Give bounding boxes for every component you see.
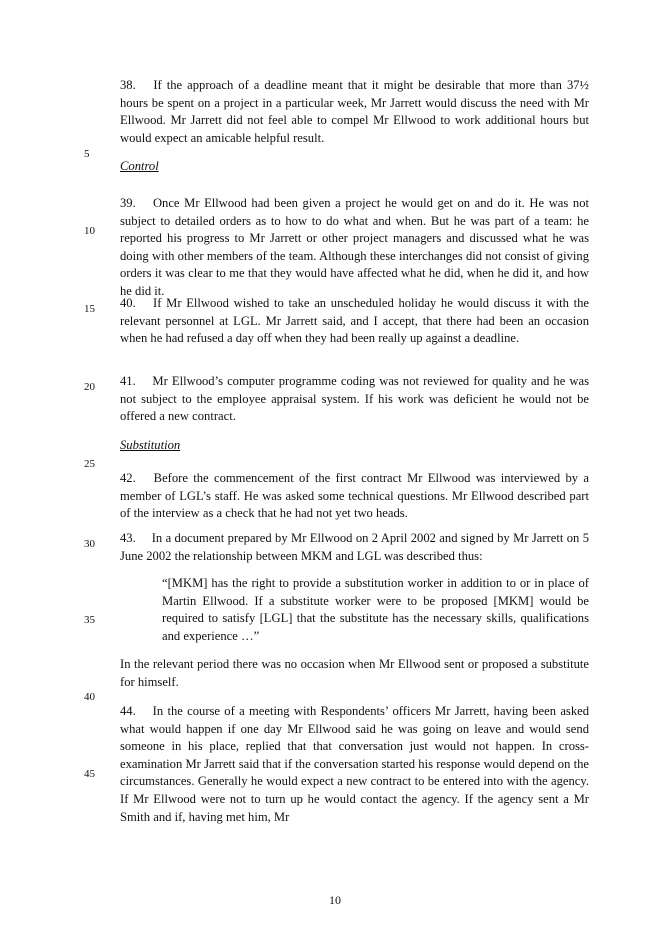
line-number: 25 [84,458,95,470]
line-number: 40 [84,691,95,703]
line-number: 15 [84,303,95,315]
paragraph-43: 43. In a document prepared by Mr Ellwood on 2 April 2002 and signed by Mr Jarrett on 5 June 2002 the relationship between MKM and LGL was described thus: [120,531,589,563]
line-number: 10 [84,225,95,237]
section-heading-substitution: Substitution [120,438,181,452]
line-number: 20 [84,381,95,393]
paragraph-44: 44. In the course of a meeting with Respondents’ officers Mr Jarrett, having been asked what would happen if one day Mr Ellwood said he was going on leave and would send someone in his place, replied that that conversation just would not happen. In cross-examination Mr Jarrett said that if the conversation started his response would depend on the circumstances. Generally he would expect a new contract to be entered into with the agency. If Mr Ellwood were not to turn up he would contact the agency. If the agency sent a Mr Smith and if, having met him, Mr [120,704,589,824]
line-number: 30 [84,538,95,550]
page-number: 10 [329,893,341,907]
paragraph-38: 38. If the approach of a deadline meant that it might be desirable that more than 37½ hours be spent on a project in a particular week, Mr Jarrett would discuss the need with Mr Ellwood. Mr Jarrett did not feel able to compel Mr Ellwood to work additional hours but would expect an amicable helpful result. [120,78,589,145]
line-number: 45 [84,768,95,780]
line-number: 5 [84,148,90,160]
paragraph-42: 42. Before the commencement of the first contract Mr Ellwood was interviewed by a member of LGL’s staff. He was asked some technical questions. Mr Ellwood described part of the interview as a check that he had not yet two heads. [120,471,589,521]
section-heading-control: Control [120,159,159,173]
paragraph-39: 39. Once Mr Ellwood had been given a project he would get on and do it. He was not subject to detailed orders as to how to do what and when. But he was part of a team: he reported his progress to Mr Jarrett or other project managers and discussed what he was doing with other members of the team. Although these interchanges did not consist of giving orders it was clear to me that they would have affected what he did, when he did it, and how he did it. [120,196,589,298]
paragraph-40: 40. If Mr Ellwood wished to take an unscheduled holiday he would discuss it with the relevant personnel at LGL. Mr Jarrett said, and I accept, that there had been an occasion when he had refused a day off when they had been really up against a deadline. [120,296,589,346]
block-quote: “[MKM] has the right to provide a substitution worker in addition to or in place of Martin Ellwood. If a substitute worker were to be proposed [MKM] would be required to satisfy [LGL] that the substitute has the necessary skills, qualifications and experience …” [162,576,589,643]
paragraph-43-continued: In the relevant period there was no occasion when Mr Ellwood sent or proposed a substitute for himself. [120,657,589,689]
line-number: 35 [84,614,95,626]
paragraph-41: 41. Mr Ellwood’s computer programme coding was not reviewed for quality and he was not subject to the employee appraisal system. If his work was deficient he would not be offered a new contract. [120,374,589,424]
